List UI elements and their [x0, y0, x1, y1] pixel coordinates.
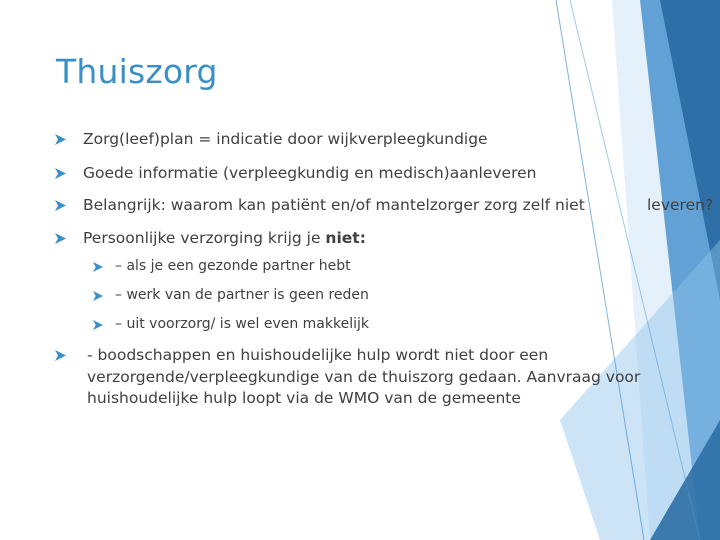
bullet-5-text: - boodschappen en huishoudelijke hulp wordt niet door een verzorgende/verpleegkundige van de thuiszorg gedaan. Aanvraag voor huishoudelijke hulp loopt via de WMO van de gemeente — [87, 346, 641, 407]
diamond-bullet-icon — [55, 233, 66, 244]
bullet-4-text — [83, 229, 366, 247]
bullet-4-prefix: Persoonlijke verzorging krijg je — [83, 229, 326, 247]
slide-title: Thuiszorg — [56, 52, 218, 91]
bullet-1-text: Zorg(leef)plan = indicatie door wijkverpleegkundige — [83, 130, 488, 148]
diamond-bullet-icon — [55, 350, 66, 361]
bullet-2-text: Goede informatie (verpleegkundig en medisch)aanleveren — [83, 164, 537, 182]
bullet-4-emphasis: niet: — [325, 229, 366, 247]
diamond-bullet-icon — [93, 291, 104, 302]
bullet-3-text: Belangrijk: waarom kan patiënt en/of mantelzorger zorg zelf niet — [83, 196, 585, 214]
sub-bullet-3-text: – uit voorzorg/ is wel even makkelijk — [115, 316, 369, 332]
bullet-3-tail-text: leveren? — [647, 196, 714, 214]
diamond-bullet-icon — [55, 168, 66, 179]
sub-bullet-2-text: – werk van de partner is geen reden — [115, 287, 369, 303]
diamond-bullet-icon — [93, 262, 104, 273]
diamond-bullet-icon — [55, 200, 66, 211]
sub-bullet-1-text: – als je een gezonde partner hebt — [115, 258, 351, 274]
diamond-bullet-icon — [55, 134, 66, 145]
diamond-bullet-icon — [93, 320, 104, 331]
